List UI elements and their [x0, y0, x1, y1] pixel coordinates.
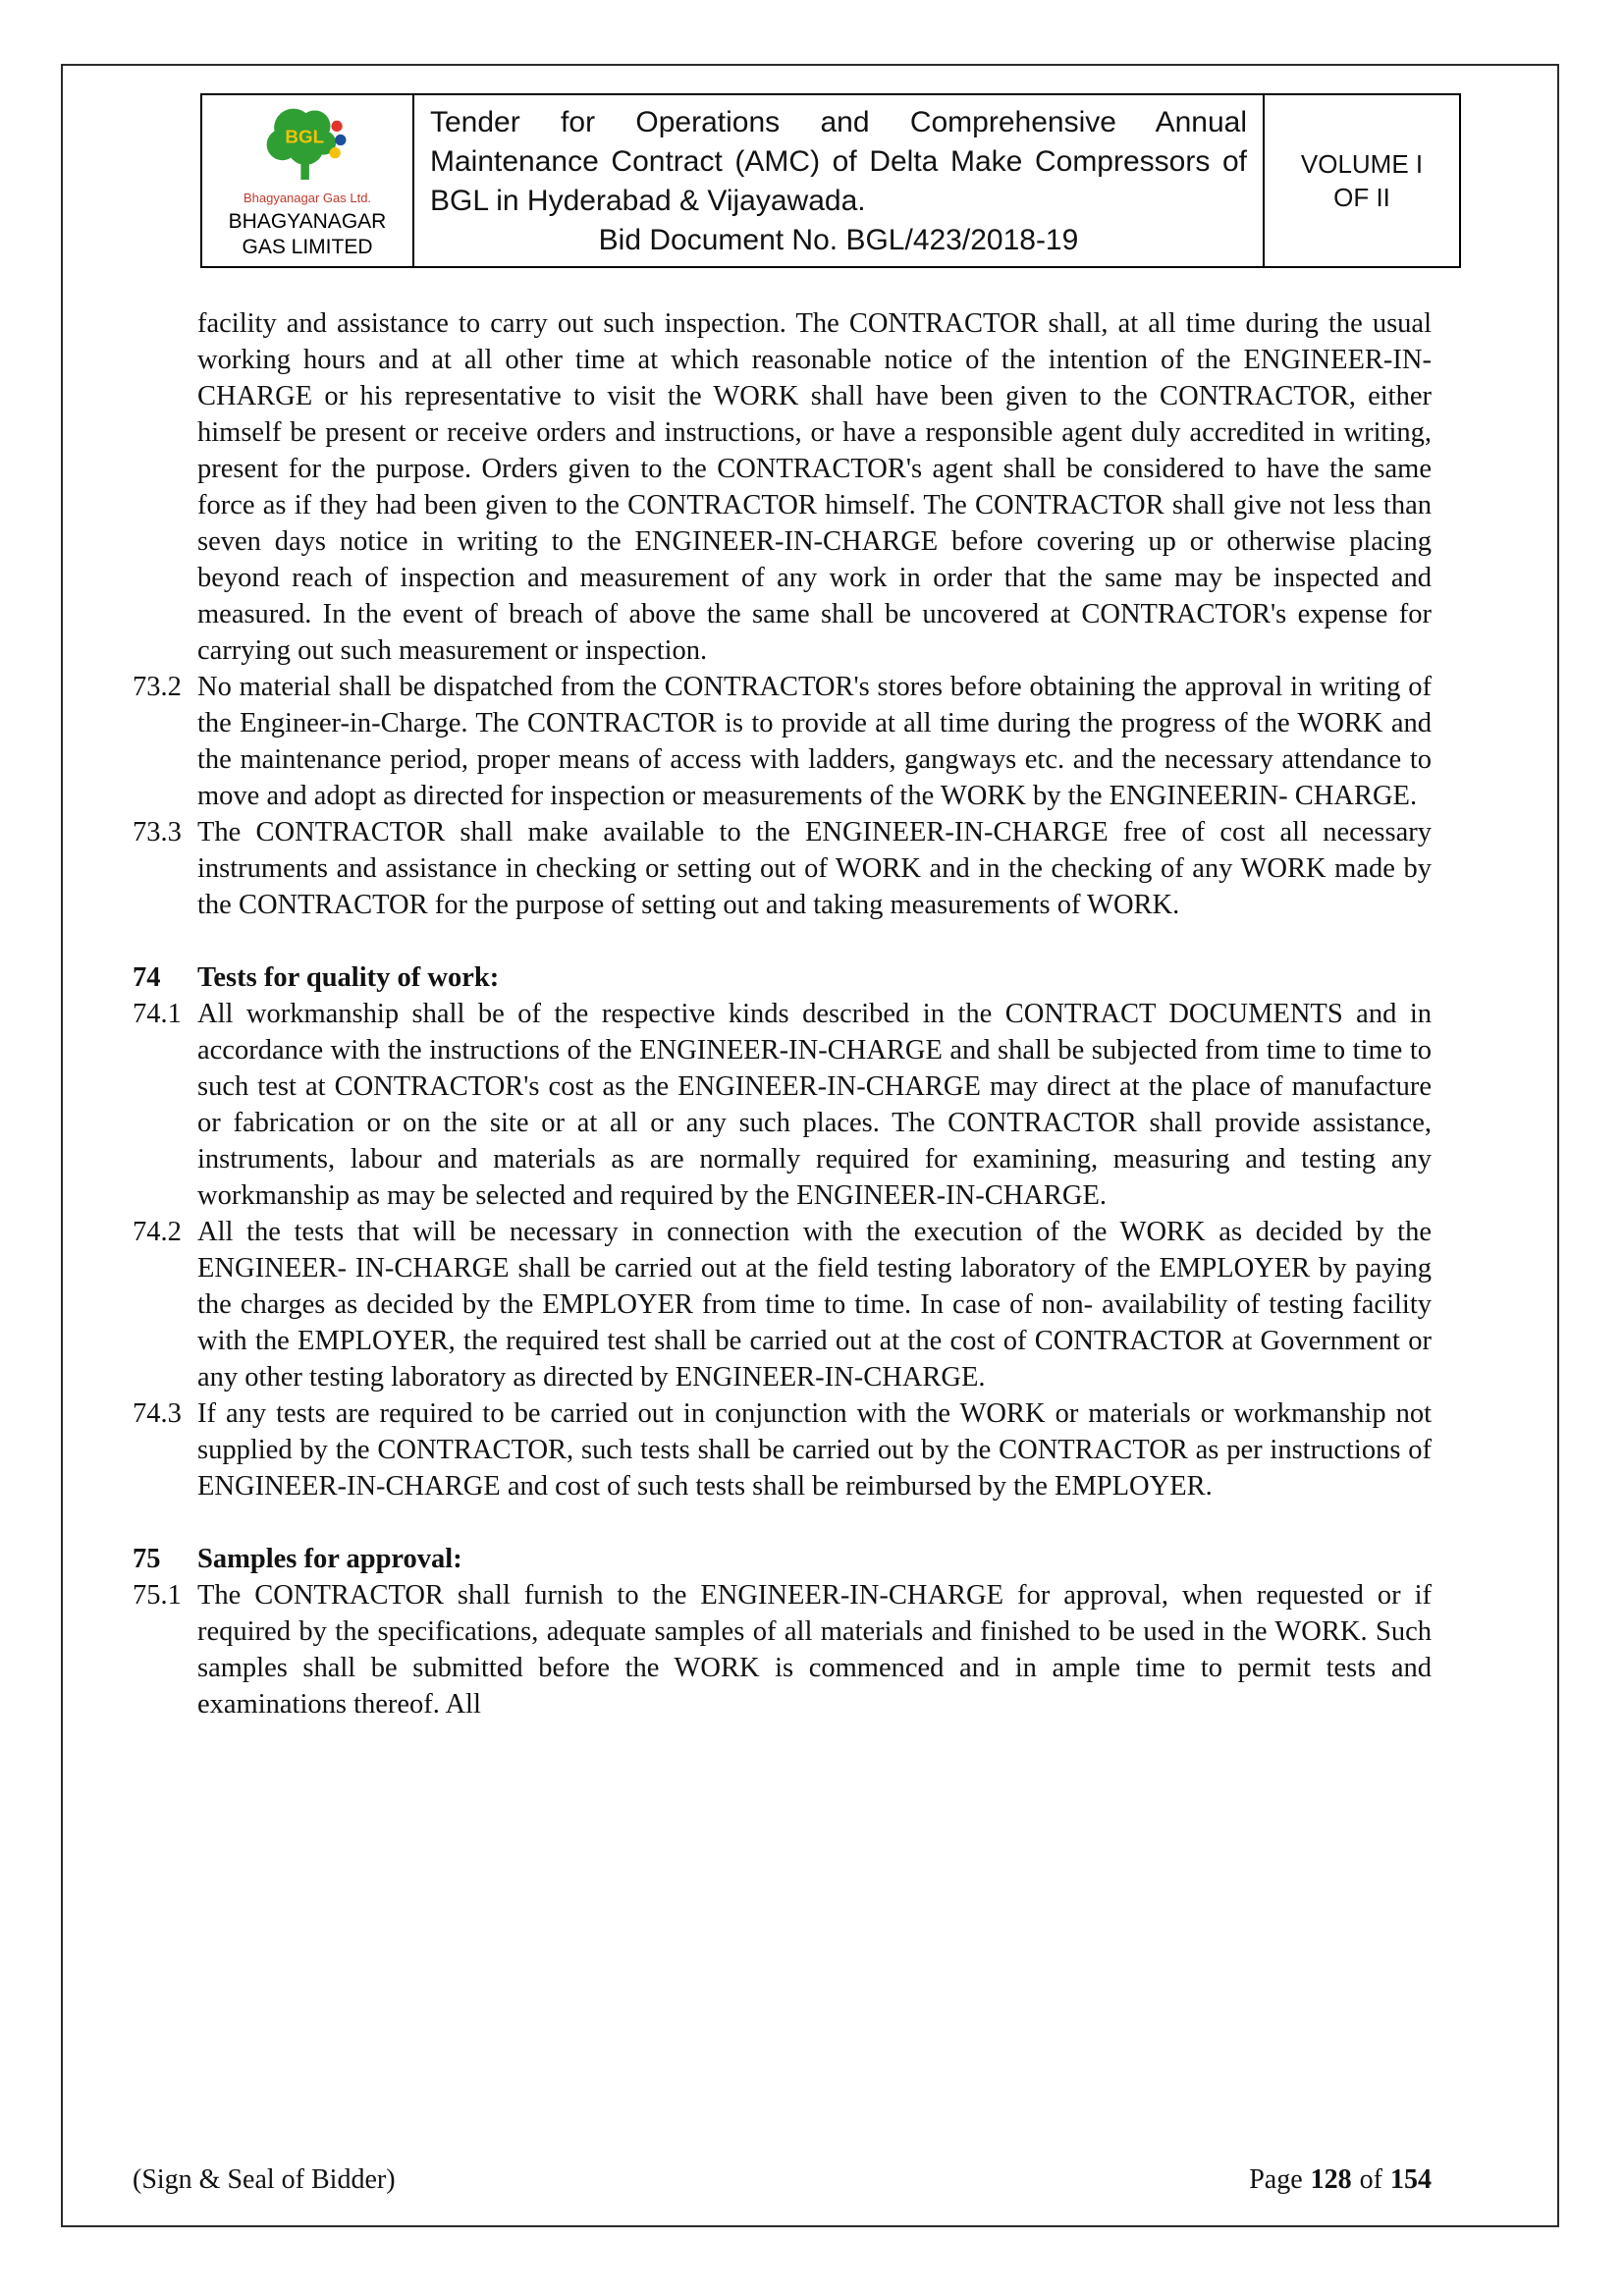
volume-cell [1265, 95, 1459, 266]
section-heading-74 [133, 959, 1432, 996]
clause-74-2 [133, 1214, 1432, 1395]
vertical-spacer [133, 923, 1432, 959]
clause-text: No material shall be dispatched from the CONTRACTOR's stores before obtaining the approval in writing of the Engineer-in-Charge. The CONTRACTOR is to provide at all time during the progress of the WORK and the maintenance period, proper means of access with ladders, gangways etc. and the necessary attendance to move and adopt as directed for inspection or measurements of the WORK by the ENGINEERIN- CHARGE. [197, 672, 1432, 811]
clause-text: The CONTRACTOR shall make available to the ENGINEER-IN-CHARGE free of cost all necessary instruments and assistance in checking or setting out of WORK and in the checking of any WORK made by the CONTRACTOR for the purpose of setting out and taking measurements of WORK. [197, 817, 1432, 920]
organization-name: BHAGYANAGAR GAS LIMITED [228, 209, 387, 258]
document-body [133, 305, 1432, 1722]
clause-74-3 [133, 1395, 1432, 1504]
clause-text: If any tests are required to be carried out in conjunction with the WORK or materials or workmanship not supplied by the CONTRACTOR, such tests shall be carried out by the CONTRACTOR as per instructions of ENGINEER-IN-CHARGE and cost of such tests shall be reimbursed by the EMPLOYER. [197, 1398, 1432, 1502]
page-footer [133, 2164, 1432, 2196]
clause-74-1 [133, 996, 1432, 1214]
clause-text: All the tests that will be necessary in connection with the execution of the WORK as decided by the ENGINEER- IN-CHARGE shall be carried out at the field testing laboratory of the EMPLOYER by paying the charges as decided by the EMPLOYER from time to time. In case of non- availability of testing facility with the EMPLOYER, the required test shall be carried out at the cost of CONTRACTOR at Government or any other testing laboratory as directed by ENGINEER-IN-CHARGE. [197, 1217, 1432, 1393]
vertical-spacer [133, 1504, 1432, 1541]
section-number: 74 [133, 962, 161, 993]
clause-73-3 [133, 814, 1432, 923]
page-count [1249, 2164, 1432, 2196]
bid-document-number: Bid Document No. BGL/423/2018-19 [598, 224, 1079, 256]
volume-line-2: OF II [1333, 183, 1390, 212]
clause-text: All workmanship shall be of the respective kinds described in the CONTRACT DOCUMENTS and in accordance with the instructions of the ENGINEER-IN-CHARGE and shall be subjected from time to time to such test at CONTRACTOR's cost as the ENGINEER-IN-CHARGE may direct at the place of manufacture or fabrication or on the site or at all or any such places. The CONTRACTOR shall provide assistance, instruments, labour and materials as are normally required for examining, measuring and testing any workmanship as may be selected and required by the ENGINEER-IN-CHARGE. [197, 999, 1432, 1211]
clause-75-1 [133, 1577, 1432, 1722]
logo-caption: Bhagyanagar Gas Ltd. [243, 190, 372, 205]
title-cell [414, 95, 1265, 266]
logo-cell [202, 95, 414, 266]
page-number: 128 [1310, 2164, 1352, 2195]
header-table [200, 93, 1461, 268]
clause-number: 74.1 [133, 999, 182, 1029]
svg-text:BGL: BGL [285, 125, 325, 146]
clause-text: The CONTRACTOR shall furnish to the ENGINEER-IN-CHARGE for approval, when requested or if required by the specifications, adequate samples of all materials and finished to be used in the WORK. Such samples shall be submitted before the WORK is commenced and in ample time to permit tests and examinations thereof. All [197, 1580, 1432, 1720]
clause-number: 74.2 [133, 1217, 182, 1247]
tender-title: Tender for Operations and Comprehensive Annual Maintenance Contract (AMC) of Delta Make Compressors of BGL in Hyderabad & Vijayawada. [430, 106, 1247, 217]
volume-line-1: VOLUME I [1300, 149, 1424, 179]
clause-number: 74.3 [133, 1398, 182, 1429]
section-heading-75 [133, 1541, 1432, 1577]
of-word: of [1359, 2164, 1382, 2195]
clause-number: 73.3 [133, 817, 182, 847]
section-title: Tests for quality of work: [197, 962, 500, 993]
clause-number: 73.2 [133, 672, 182, 702]
section-title: Samples for approval: [197, 1544, 462, 1574]
clause-text: facility and assistance to carry out such inspection. The CONTRACTOR shall, at all time during the usual working hours and at all other time at which reasonable notice of the intention of the ENGINEER-IN- CHARGE or his representative to visit the WORK shall have been given to the CONTRACTOR, either himself be present or receive orders and instructions, or have a responsible agent duly accredited in writing, present for the purpose. Orders given to the CONTRACTOR's agent shall be considered to have the same force as if they had been given to the CONTRACTOR himself. The CONTRACTOR shall give not less than seven days notice in writing to the ENGINEER-IN-CHARGE before covering up or otherwise placing beyond reach of inspection and measurement of any work in order that the same may be inspected and measured. In the event of breach of above the same shall be uncovered at CONTRACTOR's expense for carrying out such measurement or inspection. [197, 308, 1432, 666]
clause-continuation [133, 305, 1432, 669]
page-border [61, 64, 1559, 2227]
clause-number: 75.1 [133, 1580, 182, 1611]
section-number: 75 [133, 1544, 161, 1574]
page-word: Page [1249, 2164, 1303, 2195]
sign-seal-note: (Sign & Seal of Bidder) [133, 2164, 396, 2195]
bgl-logo-icon [248, 102, 366, 194]
total-pages: 154 [1390, 2164, 1432, 2195]
clause-73-2 [133, 669, 1432, 814]
